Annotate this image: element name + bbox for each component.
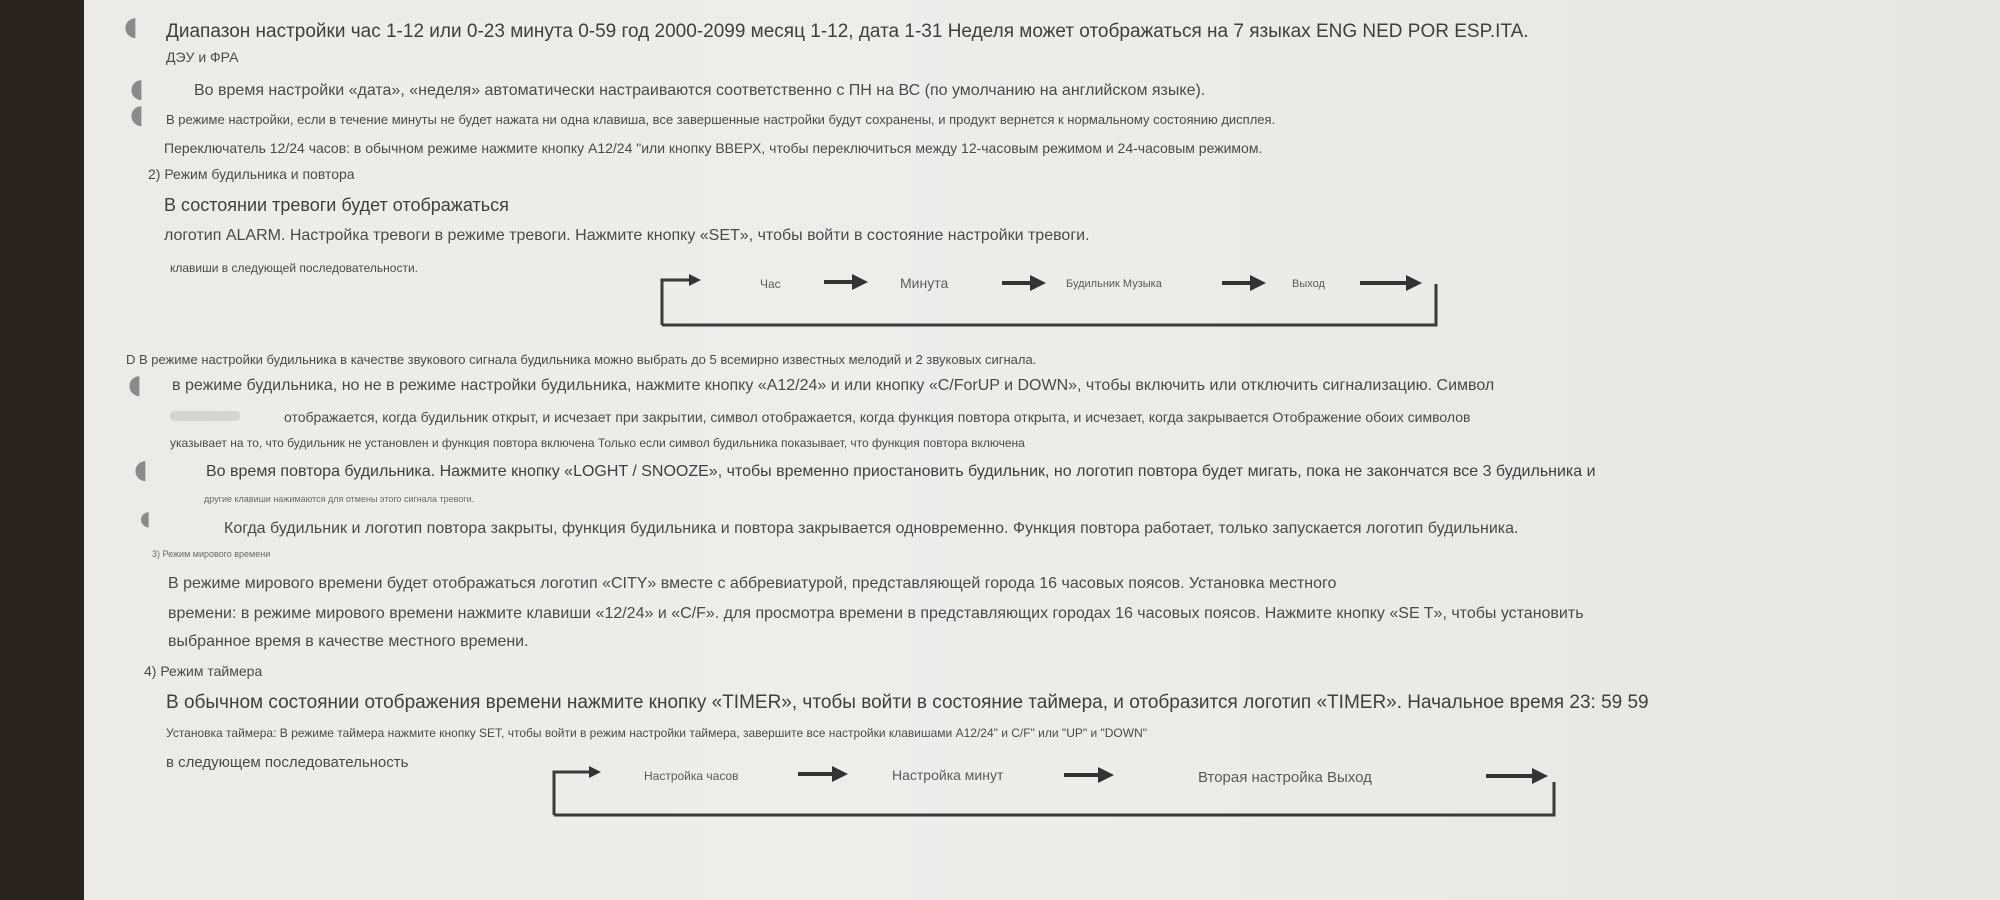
bullet-mark-icon: ◖ — [130, 74, 144, 104]
text-line: D В режиме настройки будильника в качестве звукового сигнала будильника можно выбрать до 5 всемирно известных мелодий и 2 звуковых сигнала. — [126, 352, 1037, 367]
text-line: времени: в режиме мирового времени нажмите клавиши «12/24» и «C/F». для просмотра времени в представляющих городах 16 часовых поясов. Нажмите кнопку «SE T», чтобы установить — [168, 605, 1584, 622]
text-line: логотип ALARM. Настройка тревоги в режиме тревоги. Нажмите кнопку «SET», чтобы войти в состояние настройки тревоги. — [164, 227, 1090, 244]
flow-step: Настройка часов — [644, 769, 739, 783]
text-line: В обычном состоянии отображения времени нажмите кнопку «TIMER», чтобы войти в состояние таймера, и отобразится логотип «TIMER». Начальное время 23: 59 59 — [166, 692, 1649, 713]
text-line: указывает на то, что будильник не установлен и функция повтора включена Только если символ будильника показывает, что функция повтора включена — [170, 436, 1025, 450]
flow-step: Будильник Музыка — [1066, 278, 1162, 290]
bullet-mark-icon: ◖ — [140, 506, 151, 530]
text-line: Установка таймера: В режиме таймера нажмите кнопку SET, чтобы войти в режим настройки таймера, завершите все настройки клавишами A12/24" и C/F" или "UP" и "DOWN" — [166, 726, 1147, 740]
bullet-mark-icon: ◖ — [128, 370, 142, 400]
text-line: клавиши в следующей последовательности. — [170, 261, 419, 275]
text-line: Во время повтора будильника. Нажмите кнопку «LOGHT / SNOOZE», чтобы временно приостановить будильник, но логотип повтора будет мигать, пока не закончатся все 3 будильника и — [206, 463, 1596, 480]
text-line: Во время настройки «дата», «неделя» автоматически настраиваются соответственно с ПН на ВС (по умолчанию на английском языке). — [194, 82, 1206, 99]
bullet-mark-icon: ◖ — [124, 12, 138, 42]
timer-flow-diagram — [84, 0, 2000, 900]
section-heading: 2) Режим будильника и повтора — [148, 166, 355, 182]
text-line: отображается, когда будильник открыт, и исчезает при закрытии, символ отображается, когда функция повтора открыта, и исчезает, когда закрывается Отображение обоих символов — [284, 409, 1471, 425]
text-line: в следующем последовательность — [166, 754, 409, 771]
text-line: В режиме настройки, если в течение минуты не будет нажата ни одна клавиша, все завершенные настройки будут сохранены, и продукт вернется к нормальному состоянию дисплея. — [166, 112, 1276, 127]
flow-step: Вторая настройка Выход — [1198, 769, 1372, 786]
section-heading: 3) Режим мирового времени — [152, 549, 271, 559]
bullet-mark-icon: ◖ — [134, 455, 148, 485]
flow-step: Настройка минут — [892, 767, 1004, 783]
text-line: другие клавиши нажимаются для отмены этого сигнала тревоги. — [204, 494, 475, 504]
text-line: В режиме мирового времени будет отображаться логотип «CITY» вместе с аббревиатурой, представляющей города 16 часовых поясов. Установка местного — [168, 575, 1337, 592]
text-line: Диапазон настройки час 1-12 или 0-23 минута 0-59 год 2000-2099 месяц 1-12, дата 1-31 Неделя может отображаться на 7 языках ENG NED POR ESP.ITA. — [166, 21, 1529, 42]
text-line: в режиме будильника, но не в режиме настройки будильника, нажмите кнопку «A12/24» и или кнопку «C/ForUP и DOWN», чтобы включить или отключить сигнализацию. Символ — [172, 377, 1495, 394]
text-line: выбранное время в качестве местного времени. — [168, 633, 529, 650]
flow-return-line — [554, 782, 1554, 815]
text-line: ДЭУ и ФРА — [166, 49, 239, 65]
text-line: В состоянии тревоги будет отображаться — [164, 195, 509, 215]
bullet-mark-icon: ◖ — [130, 100, 144, 130]
section-heading: 4) Режим таймера — [144, 663, 263, 679]
text-line: Когда будильник и логотип повтора закрыты, функция будильника и повтора закрывается одновременно. Функция повтора работает, только запускается логотип будильника. — [224, 520, 1519, 537]
flow-step: Минута — [900, 275, 949, 291]
text-line: Переключатель 12/24 часов: в обычном режиме нажмите кнопку A12/24 "или кнопку ВВЕРХ, чтобы переключиться между 12-часовым режимом и 24-часовым режимом. — [164, 140, 1263, 156]
instruction-sheet — [84, 0, 2000, 900]
flow-step: Выход — [1292, 278, 1325, 290]
flow-arrow — [554, 772, 598, 815]
flow-step: Час — [760, 277, 781, 291]
